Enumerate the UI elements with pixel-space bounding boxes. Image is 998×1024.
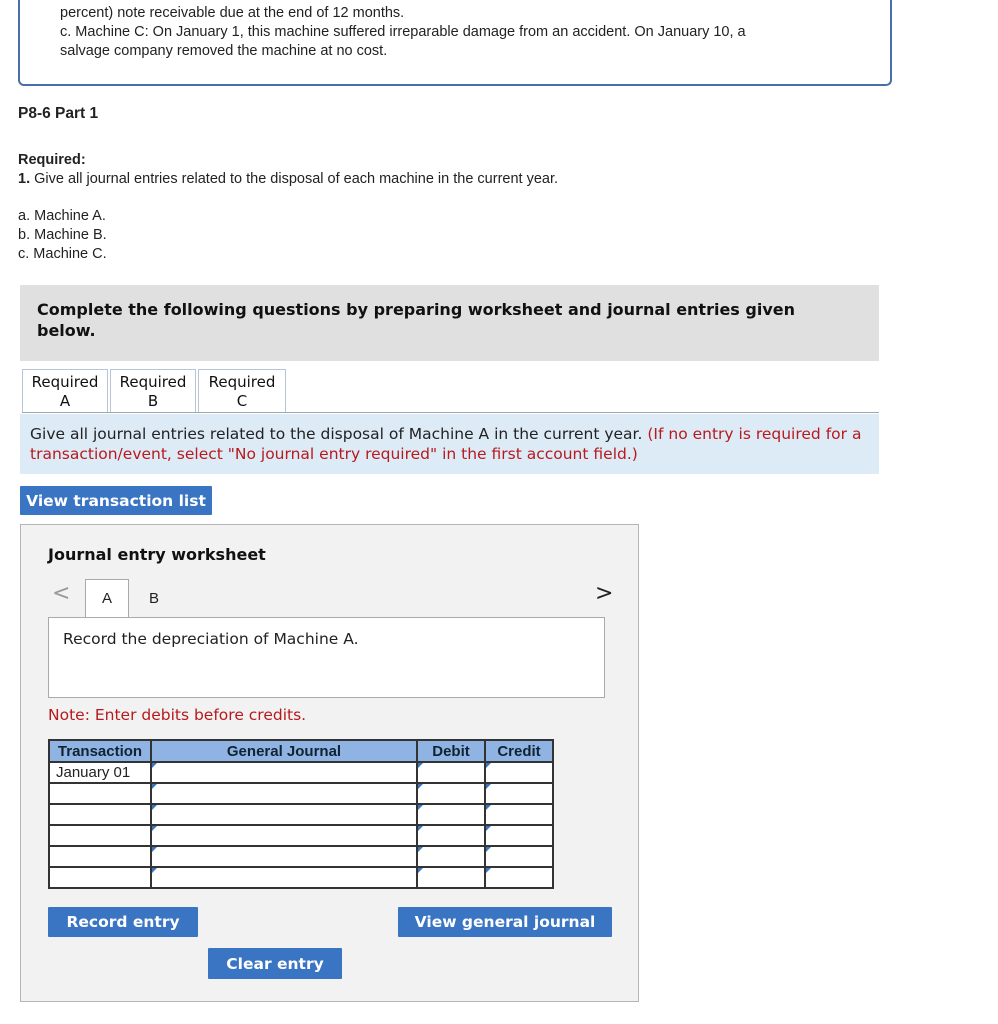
instruction-note: (If no entry is required for a transaction/event, select "No journal entry required" in the first account field.) bbox=[30, 425, 862, 463]
table-row bbox=[49, 867, 553, 888]
list-item: a. Machine A. bbox=[18, 208, 106, 224]
banner-line: Complete the following questions by preparing worksheet and journal entries given bbox=[37, 300, 796, 319]
problem-line: percent) note receivable due at the end of 12 months. bbox=[60, 5, 405, 21]
required-heading: Required: bbox=[18, 152, 86, 168]
tab-label: Required bbox=[119, 373, 187, 391]
worksheet-tab-a[interactable]: A bbox=[85, 579, 129, 617]
view-general-journal-button[interactable]: View general journal bbox=[398, 907, 612, 937]
table-row bbox=[49, 804, 553, 825]
chevron-left-icon[interactable]: < bbox=[52, 581, 71, 606]
debit-input[interactable] bbox=[417, 783, 485, 804]
tab-label: B bbox=[147, 392, 159, 410]
account-input[interactable] bbox=[151, 867, 417, 888]
worksheet-title: Journal entry worksheet bbox=[48, 545, 266, 564]
list-item: c. Machine C. bbox=[18, 246, 107, 262]
transaction-cell bbox=[49, 825, 151, 846]
account-input[interactable] bbox=[151, 804, 417, 825]
entry-note: Note: Enter debits before credits. bbox=[48, 706, 307, 724]
header-general-journal: General Journal bbox=[151, 740, 417, 762]
instruction-text: Give all journal entries related to the disposal of Machine A in the current year. bbox=[30, 425, 643, 443]
instructions-banner bbox=[20, 285, 879, 361]
table-row bbox=[49, 825, 553, 846]
part-title: P8-6 Part 1 bbox=[18, 105, 99, 122]
debit-input[interactable] bbox=[417, 867, 485, 888]
credit-input[interactable] bbox=[485, 846, 553, 867]
tab-label: Required bbox=[31, 373, 99, 391]
tab-required-a[interactable] bbox=[22, 369, 108, 413]
credit-input[interactable] bbox=[485, 825, 553, 846]
transaction-cell bbox=[49, 783, 151, 804]
chevron-right-icon[interactable]: > bbox=[595, 581, 614, 606]
problem-line: salvage company removed the machine at no cost. bbox=[60, 43, 388, 59]
tab-label: Required bbox=[208, 373, 276, 391]
required-tabs bbox=[22, 369, 288, 413]
account-input[interactable] bbox=[151, 762, 417, 783]
banner-line: below. bbox=[37, 321, 96, 340]
tab-label: A bbox=[59, 392, 71, 410]
problem-text-box bbox=[18, 0, 892, 86]
header-debit: Debit bbox=[417, 740, 485, 762]
debit-input[interactable] bbox=[417, 825, 485, 846]
record-entry-button[interactable]: Record entry bbox=[48, 907, 198, 937]
required-block bbox=[18, 151, 558, 189]
tab-required-c[interactable] bbox=[198, 369, 286, 413]
table-row bbox=[49, 762, 553, 783]
debit-input[interactable] bbox=[417, 846, 485, 867]
table-row bbox=[49, 783, 553, 804]
account-input[interactable] bbox=[151, 825, 417, 846]
required-number: 1. bbox=[18, 171, 31, 187]
transaction-description: Record the depreciation of Machine A. bbox=[48, 617, 605, 698]
list-item: b. Machine B. bbox=[18, 227, 107, 243]
transaction-cell bbox=[49, 846, 151, 867]
credit-input[interactable] bbox=[485, 804, 553, 825]
instruction-panel bbox=[20, 414, 879, 474]
credit-input[interactable] bbox=[485, 783, 553, 804]
journal-table bbox=[48, 739, 554, 889]
transaction-cell bbox=[49, 804, 151, 825]
required-text: Give all journal entries related to the disposal of each machine in the current year. bbox=[34, 171, 559, 187]
account-input[interactable] bbox=[151, 783, 417, 804]
transaction-cell: January 01 bbox=[49, 762, 151, 783]
transaction-cell bbox=[49, 867, 151, 888]
clear-entry-button[interactable]: Clear entry bbox=[208, 948, 342, 979]
tab-required-b[interactable] bbox=[110, 369, 196, 413]
credit-input[interactable] bbox=[485, 762, 553, 783]
tab-label: C bbox=[236, 392, 248, 410]
problem-line: c. Machine C: On January 1, this machine suffered irreparable damage from an accident. On January 10, a bbox=[60, 24, 746, 40]
machine-list bbox=[18, 207, 107, 264]
tabs-divider bbox=[22, 412, 879, 413]
view-transaction-list-button[interactable]: View transaction list bbox=[20, 486, 212, 515]
credit-input[interactable] bbox=[485, 867, 553, 888]
worksheet-tab-b[interactable]: B bbox=[148, 589, 159, 607]
debit-input[interactable] bbox=[417, 804, 485, 825]
debit-input[interactable] bbox=[417, 762, 485, 783]
account-input[interactable] bbox=[151, 846, 417, 867]
table-row bbox=[49, 846, 553, 867]
header-credit: Credit bbox=[485, 740, 553, 762]
journal-entry-worksheet bbox=[20, 524, 639, 1002]
header-transaction: Transaction bbox=[49, 740, 151, 762]
